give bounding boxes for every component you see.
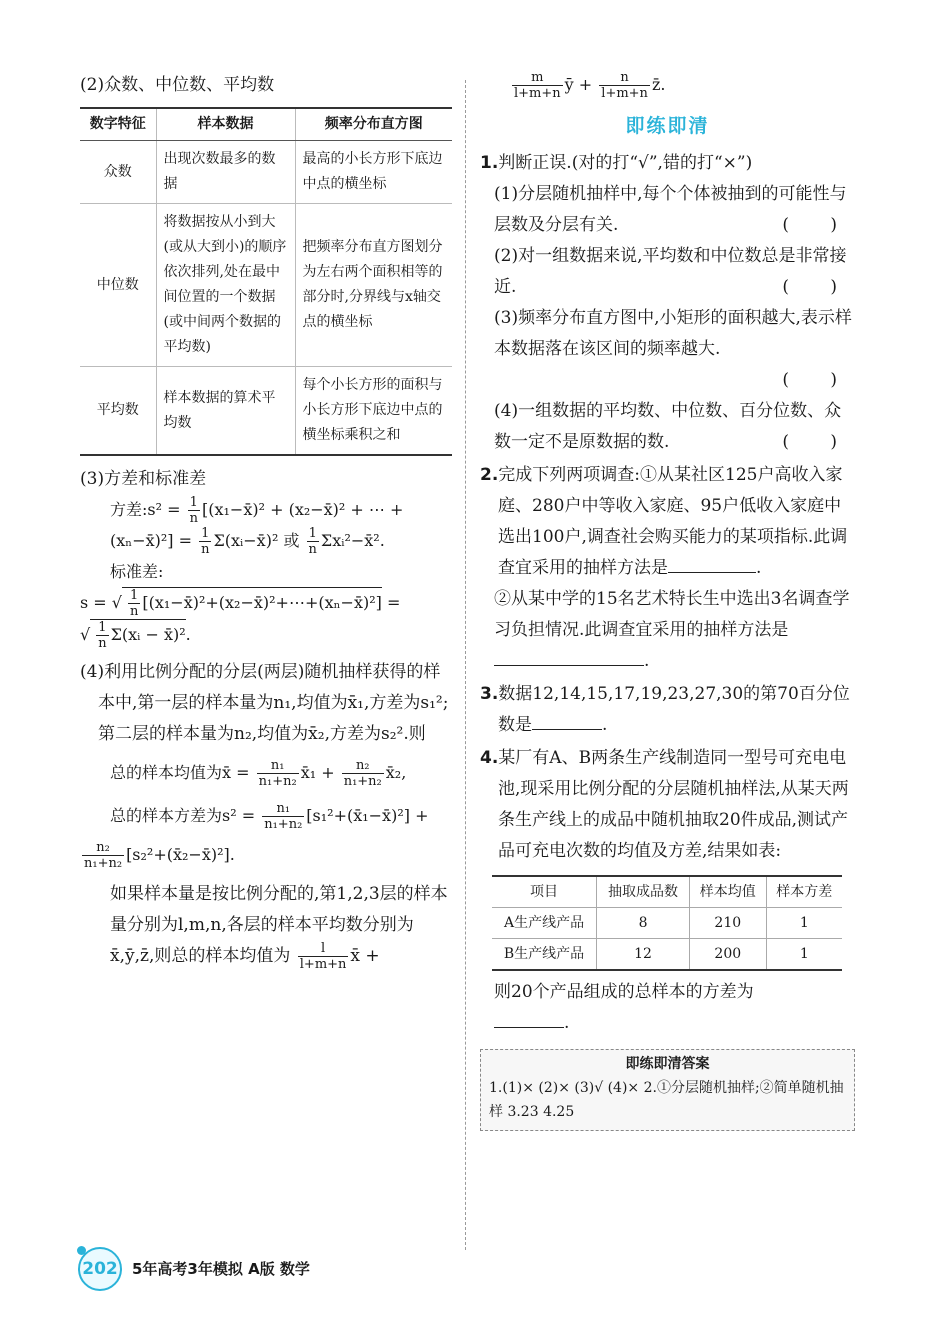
page-number: 202 [82,1258,118,1279]
table-cell: 出现次数最多的数据 [156,141,295,204]
table-cell: B生产线产品 [492,939,597,971]
total-mean-formula: 总的样本均值为x̄ = $\frac{\text{n₁}}{\text{n₁+n₂}}$ x̄₁ + $\frac{\text{n₂}}{\text{n₁+n₂}}$ x̄₂, [110,758,407,789]
table-cell: 8 [597,908,690,939]
total-variance-formula-2: $\frac{\text{n₂}}{\text{n₁+n₂}}$ [s₂²+(x̄₂−x̄)²]. [84,840,235,871]
question-1-item-1 [480,179,855,241]
column-divider [465,80,466,1250]
table-cell: 众数 [80,141,156,204]
question-number: 1. [480,153,499,173]
mean-fraction: $\frac{l}{l+m+n}$ [299,941,347,972]
total-variance-formula: 总的样本方差为s² = $\frac{\text{n₁}}{\text{n₁+n₂}}$ [s₁²+(x̄₁−x̄)²] + [110,801,429,832]
question-2: 2.完成下列两项调查:①从某社区125户高收入家庭、280户中等收入家庭、95户低收入家庭中选出100户,调查社会购买能力的某项指标.此调查宜采用的抽样方法是 . [480,465,848,578]
question-number: 2. [480,465,499,485]
question-text: ②从某中学的15名艺术特长生中选出3名调查学习负担情况.此调查宜采用的抽样方法是 [494,589,850,640]
table-row [80,367,452,456]
comparison-table [80,107,452,456]
page-footer [78,1247,310,1291]
question-text: 则20个产品组成的总样本的方差为 [494,982,754,1002]
page-number-badge [78,1247,122,1291]
table-row [492,908,842,939]
table-header: 频率分布直方图 [295,108,452,141]
question-1-item-2 [480,241,855,303]
answer-blank[interactable] [494,648,644,666]
total-mean-label: 总的样本均值为 [110,763,223,782]
table-header: 样本均值 [690,876,767,908]
table-row [492,939,842,971]
answer-box-title: 即练即清答案 [625,1056,710,1072]
table-cell: 210 [690,908,767,939]
variance-formula: 方差:s² = $\frac{1}{n}$ [(x₁−x̄)² + (x₂−x̄)² + ⋯ + (xₙ−x̄)²] = $\frac{1}{n}$ Σ(xᵢ−x̄)² 或 $\frac{1}{n}$ Σxᵢ²−x̄². [110,495,404,557]
table-header: 数字特征 [80,108,156,141]
ratio-text-content: 如果样本量是按比例分配的,第1,2,3层的样本量分别为l,m,n,各层的样本平均数分别为x̄,ȳ,z̄,则总的样本均值为 [110,884,448,966]
table-cell: 200 [690,939,767,971]
question-1-item-3 [480,303,855,396]
table-header: 抽取成品数 [597,876,690,908]
table-cell: 1 [766,908,842,939]
question-4-tail: 则20个产品组成的总样本的方差为 . [494,982,754,1033]
std-formula-2: √ $\frac{1}{n}$ Σ(xᵢ − x̄)². [80,620,191,651]
question-1-item-4 [480,396,855,458]
section-4-text: (4)利用比例分配的分层(两层)随机抽样获得的样本中,第一层的样本量为n₁,均值为x̄₁,方差为s₁²;第二层的样本量为n₂,均值为x̄₂,方差为s₂².则 [80,662,449,744]
table-header: 样本方差 [766,876,842,908]
answer-blank[interactable] [532,712,602,730]
item-text: (1)分层随机抽样中,每个个体被抽到的可能性与层数及分层有关. [494,184,847,235]
right-column [480,70,855,1131]
table-cell: 最高的小长方形下底边中点的横坐标 [295,141,452,204]
question-4 [480,743,855,867]
variance-label: 方差: [110,500,148,519]
question-1 [480,148,855,179]
item-text: (3)频率分布直方图中,小矩形的面积越大,表示样本数据落在该区间的频率越大. [494,308,852,359]
ratio-text: 如果样本量是按比例分配的,第1,2,3层的样本量分别为l,m,n,各层的样本平均数分别为x̄,ȳ,z̄,则总的样本均值为 $\frac{l}{l+m+n}$ x̄ + [110,884,448,972]
item-text: (2)对一组数据来说,平均数和中位数总是非常接近. [494,246,847,297]
std-formula: s = √ $\frac{1}{n}$ [(x₁−x̄)²+(x₂−x̄)²+⋯+(xₙ−x̄)²] = [80,588,401,619]
table-row [80,141,452,204]
ratio-formula-continued: $\frac{m}{l+m+n}$ ȳ + $\frac{n}{l+m+n}$ z̄. [514,70,666,101]
section-3-title: (3)方差和标准差 [80,469,207,489]
table-cell: 样本数据的算术平均数 [156,367,295,456]
question-2-part-2: ②从某中学的15名艺术特长生中选出3名调查学习负担情况.此调查宜采用的抽样方法是 . [494,589,850,671]
table-header: 项目 [492,876,597,908]
std-label: 标准差: [110,562,164,581]
table-cell: 12 [597,939,690,971]
question-stem: 判断正误.(对的打“√”,错的打“×”) [498,153,753,173]
answer-blank[interactable] [494,1010,564,1028]
item-text: (4)一组数据的平均数、中位数、百分位数、众数一定不是原数据的数. [494,401,842,452]
practice-section-title: 即练即清 [625,115,710,137]
table-cell: 平均数 [80,367,156,456]
table-row [80,204,452,367]
table-cell: 中位数 [80,204,156,367]
question-text: 某厂有A、B两条生产线制造同一型号可充电电池,现采用比例分配的分层随机抽样法,从某天两条生产线上的成品中随机抽取20件成品,测试产品可充电次数的均值及方差,结果如表: [498,748,849,861]
answer-box-text: 1.(1)× (2)× (3)√ (4)× 2.①分层随机抽样;②简单随机抽样 3.23 4.25 [489,1080,844,1120]
answer-paren: ( ) [782,370,855,390]
left-column [80,70,452,972]
question-number: 4. [480,748,499,768]
answer-box [480,1049,855,1131]
total-variance-label: 总的样本方差为 [110,806,223,825]
table-cell: A生产线产品 [492,908,597,939]
book-series-title: 5年高考3年模拟 A版 数学 [132,1259,310,1278]
production-table [492,875,842,971]
question-number: 3. [480,684,499,704]
question-3: 3.数据12,14,15,17,19,23,27,30的第70百分位数是 . [480,684,850,735]
question-text: 数据12,14,15,17,19,23,27,30的第70百分位数是 [498,684,850,735]
table-cell: 将数据按从小到大(或从大到小)的顺序依次排列,处在最中间位置的一个数据(或中间两个数据的平均数) [156,204,295,367]
dot-icon [77,1246,86,1255]
section-2-title: (2)众数、中位数、平均数 [80,75,275,95]
question-text: 完成下列两项调查:①从某社区125户高收入家庭、280户中等收入家庭、95户低收入家庭中选出100户,调查社会购买能力的某项指标.此调查宜采用的抽样方法是 [498,465,848,578]
table-cell: 把频率分布直方图划分为左右两个面积相等的部分时,分界线与x轴交点的横坐标 [295,204,452,367]
table-header: 样本数据 [156,108,295,141]
table-cell: 1 [766,939,842,971]
answer-paren: ( ) [782,277,855,297]
answer-paren: ( ) [782,215,855,235]
answer-blank[interactable] [668,555,756,573]
answer-paren: ( ) [782,432,855,452]
table-cell: 每个小长方形的面积与小长方形下底边中点的横坐标乘积之和 [295,367,452,456]
